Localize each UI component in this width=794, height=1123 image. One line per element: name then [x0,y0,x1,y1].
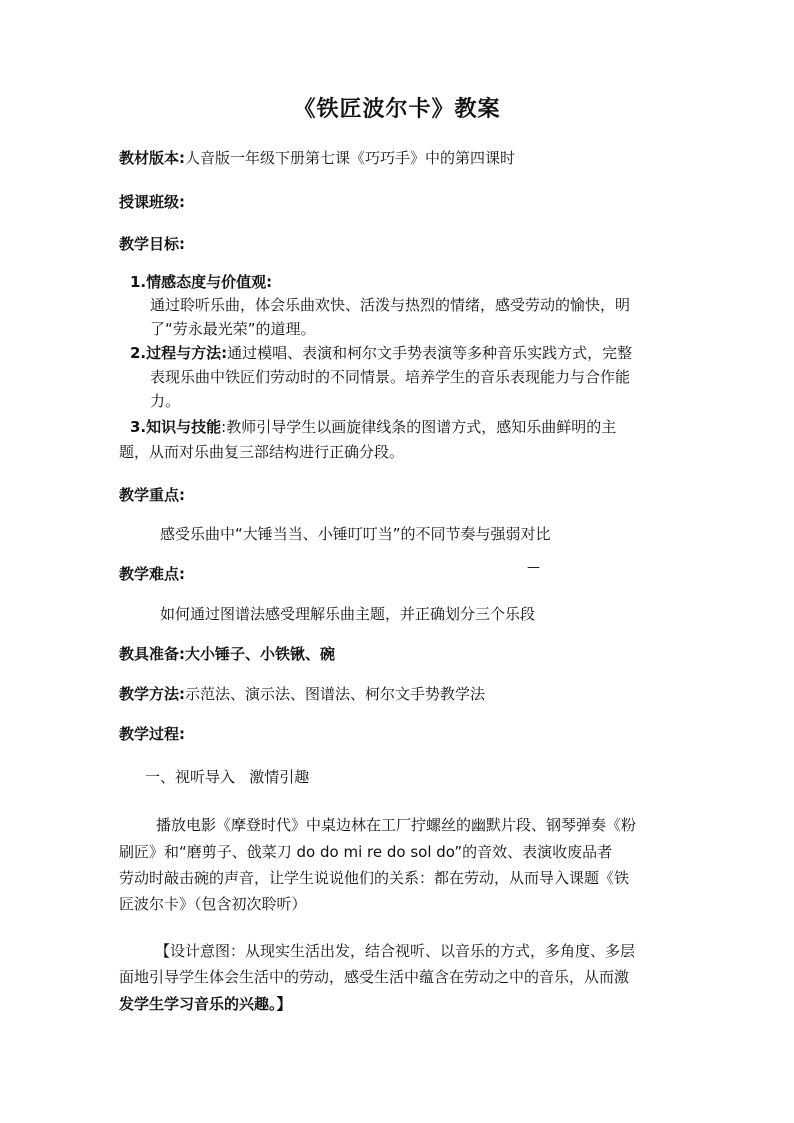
objective-1-label: 1.情感态度与价值观: [130,273,273,291]
difficulties-heading: 教学难点: [119,565,185,583]
class-label: 授课班级: [119,193,185,211]
intro-paragraph-line-2: 刷匠》和“磨剪子、戗菜刀 do do mi re do sol do”的音效、表演收废品者 [119,843,613,861]
design-intent-line-3: 发学生学习音乐的兴趣。】 [119,995,292,1013]
methods-value: 示范法、演示法、图谱法、柯尔文手势教学法 [185,685,486,703]
design-intent-line-2: 面地引导学生体会生活中的劳动，感受生活中蕴含在劳动之中的音乐，从而激 [119,968,630,986]
difficulties-text: 如何通过图谱法感受理解乐曲主题，并正确划分三个乐段 [160,605,536,623]
objective-2-line-3: 力。 [150,392,181,410]
tools-line [119,640,335,668]
objective-3-text: :教师引导学生以画旋律线条的图谱方式，感知乐曲鲜明的主 [221,418,617,436]
key-points-heading: 教学重点: [119,486,185,504]
objective-3-line-1 [130,413,616,441]
document-title: 《铁匠波尔卡》教案 [293,97,501,122]
intro-paragraph-line-1: 播放电影《摩登时代》中桌边林在工厂拧螺丝的幽默片段、钢琴弹奏《粉 [156,816,637,834]
design-intent-line-1: 【设计意图：从现实生活出发，结合视听、以音乐的方式，多角度、多层 [155,942,636,960]
objectives-heading: 教学目标: [119,235,185,253]
objective-3-line-2: 题，从而对乐曲复三部结构进行正确分段。 [119,443,405,461]
methods-line [119,680,485,708]
key-points-text: 感受乐曲中“大锤当当、小锤叮叮当”的不同节奏与强弱对比 [160,525,551,543]
edition-line [119,144,515,172]
process-heading: 教学过程: [119,725,185,743]
stray-dash-mark: — [527,560,540,575]
section-1-heading: 一、视听导入 激情引趣 [145,768,310,786]
objective-3-label: 3.知识与技能 [130,418,222,436]
objective-2-label: 2.过程与方法: [130,344,228,362]
methods-label: 教学方法: [119,685,185,703]
edition-value: 人音版一年级下册第七课《巧巧手》中的第四课时 [185,149,516,167]
objective-1-line-1: 通过聆听乐曲，体会乐曲欢快、活泼与热烈的情绪，感受劳动的愉快，明 [150,296,631,314]
tools-label: 教具准备: [119,645,185,663]
objective-2-line-2: 表现乐曲中铁匠们劳动时的不同情景。培养学生的音乐表现能力与合作能 [150,368,631,386]
objective-2-text: 通过模唱、表演和柯尔文手势表演等多种音乐实践方式，完整 [227,344,633,362]
edition-label: 教材版本: [119,149,185,167]
intro-paragraph-line-4: 匠波尔卡》（包含初次聆听） [119,895,307,913]
tools-value: 大小锤子、小铁锹、碗 [185,645,336,663]
intro-paragraph-line-3: 劳动时敲击碗的声音，让学生说说他们的关系：都在劳动，从而导入课题《铁 [119,869,630,887]
objective-1-line-2: 了“劳永最光荣”的道理。 [150,320,316,338]
